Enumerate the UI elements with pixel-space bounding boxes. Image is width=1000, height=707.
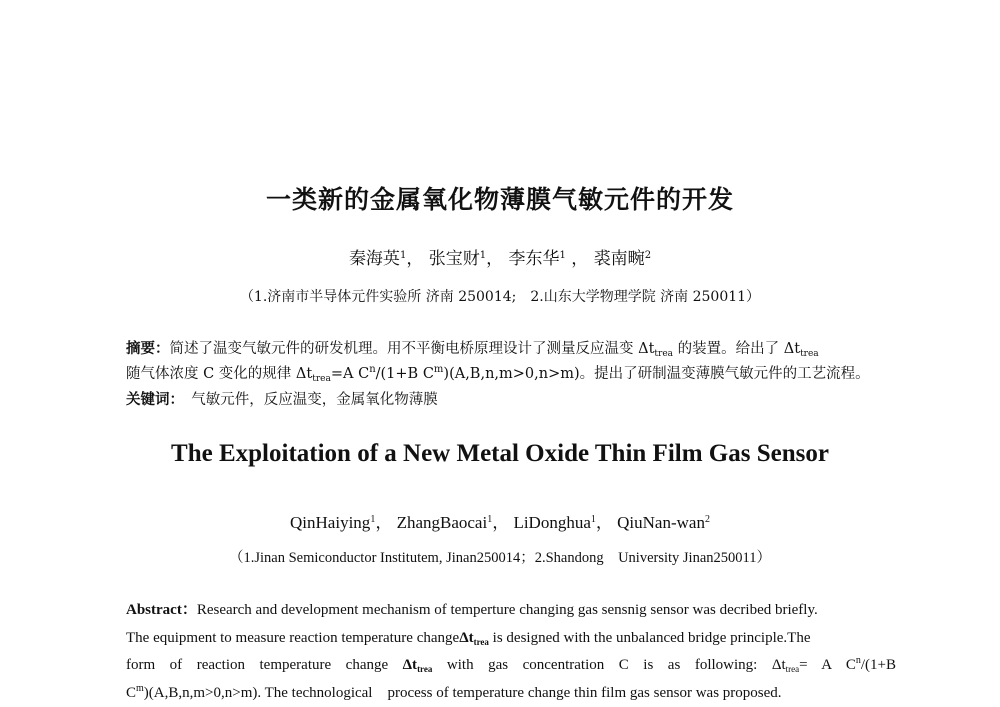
- superscript: n: [369, 364, 375, 375]
- english-abstract: [126, 597, 896, 707]
- subscript: trea: [654, 349, 673, 359]
- subscript: trea: [312, 374, 331, 384]
- author-affiliation-mark: 2: [645, 250, 651, 261]
- superscript: m: [136, 683, 144, 694]
- author-name: QinHaiying: [290, 513, 370, 532]
- author-affiliation-mark: 2: [705, 514, 710, 525]
- author-name: LiDonghua: [513, 513, 590, 532]
- author-separator: ，: [406, 249, 423, 269]
- author-separator: ，: [486, 249, 503, 269]
- abstract-text: 的装置。给出了 Δt: [673, 341, 800, 357]
- author-name: 李东华: [509, 249, 560, 269]
- abstract-text: = A C: [799, 657, 856, 673]
- abstract-text: with gas concentration C is as following: Δt: [432, 657, 785, 673]
- chinese-authors: [0, 244, 1000, 269]
- author-separator: ，: [566, 249, 588, 269]
- abstract-label: 摘要：: [126, 340, 170, 357]
- abstract-text: /(1+B C: [376, 366, 434, 382]
- abstract-line: [126, 625, 896, 653]
- delta-symbol: Δt: [403, 657, 417, 673]
- abstract-text: =A C: [331, 366, 369, 382]
- keywords-text: 气敏元件，反应温变，金属氧化物薄膜: [177, 392, 438, 408]
- subscript: trea: [474, 637, 489, 647]
- abstract-text: Research and development mechanism of temperture changing gas sensnig sensor was decribed briefly.: [197, 602, 818, 618]
- abstract-label: Abstract：: [126, 602, 197, 618]
- abstract-line: [126, 362, 896, 387]
- superscript: m: [434, 364, 443, 375]
- english-title: The Exploitation of a New Metal Oxide Thin Film Gas Sensor: [0, 440, 1000, 468]
- abstract-text: The equipment to measure reaction temperature change: [126, 630, 459, 646]
- abstract-text: form of reaction temperature change: [126, 657, 403, 673]
- abstract-line: [126, 652, 896, 680]
- abstract-text: C: [126, 685, 136, 701]
- abstract-text: /(1+B: [861, 657, 896, 673]
- author-name: ZhangBaocai: [397, 513, 488, 532]
- author-name: QiuNan-wan: [617, 513, 705, 532]
- author-affiliation-mark: 1: [560, 250, 566, 261]
- author-affiliation-mark: 1: [480, 250, 486, 261]
- abstract-line: [126, 336, 896, 362]
- author-name: 裘南畹: [594, 249, 645, 269]
- abstract-text: 随气体浓度 C 变化的规律 Δt: [126, 366, 312, 382]
- abstract-text: 简述了温变气敏元件的研发机理。用不平衡电桥原理设计了测量反应温变 Δt: [170, 341, 655, 357]
- chinese-affiliation: （1.济南市半导体元件实验所 济南 250014; 2.山东大学物理学院 济南 250011）: [0, 286, 1000, 306]
- author-separator: ，: [596, 513, 613, 532]
- superscript: n: [856, 655, 861, 666]
- author-affiliation-mark: 1: [370, 514, 375, 525]
- author-name: 张宝财: [429, 249, 480, 269]
- author-name: 秦海英: [349, 249, 400, 269]
- author-affiliation-mark: 1: [487, 514, 492, 525]
- chinese-abstract: [126, 336, 896, 413]
- keywords-label: 关键词：: [126, 391, 177, 408]
- subscript: trea: [800, 349, 819, 359]
- abstract-line: [126, 597, 896, 625]
- keywords-line: [126, 387, 896, 413]
- chinese-title: 一类新的金属氧化物薄膜气敏元件的开发: [0, 180, 1000, 216]
- author-affiliation-mark: 1: [591, 514, 596, 525]
- subscript: trea: [786, 664, 800, 674]
- abstract-text: )(A,B,n,m>0,n>m). The technological process of temperature change thin film gas sensor was proposed.: [144, 685, 782, 701]
- author-affiliation-mark: 1: [400, 250, 406, 261]
- abstract-text: )(A,B,n,m>0,n>m)。提出了研制温变薄膜气敏元件的工艺流程。: [443, 366, 869, 382]
- abstract-text: is designed with the unbalanced bridge principle.The: [489, 630, 811, 646]
- author-separator: ，: [375, 513, 392, 532]
- delta-symbol: Δt: [459, 630, 473, 646]
- subscript: trea: [417, 664, 432, 674]
- english-affiliation: （1.Jinan Semiconductor Institutem, Jinan250014；2.Shandong University Jinan250011）: [0, 546, 1000, 567]
- author-separator: ，: [492, 513, 509, 532]
- english-authors: [0, 508, 1000, 533]
